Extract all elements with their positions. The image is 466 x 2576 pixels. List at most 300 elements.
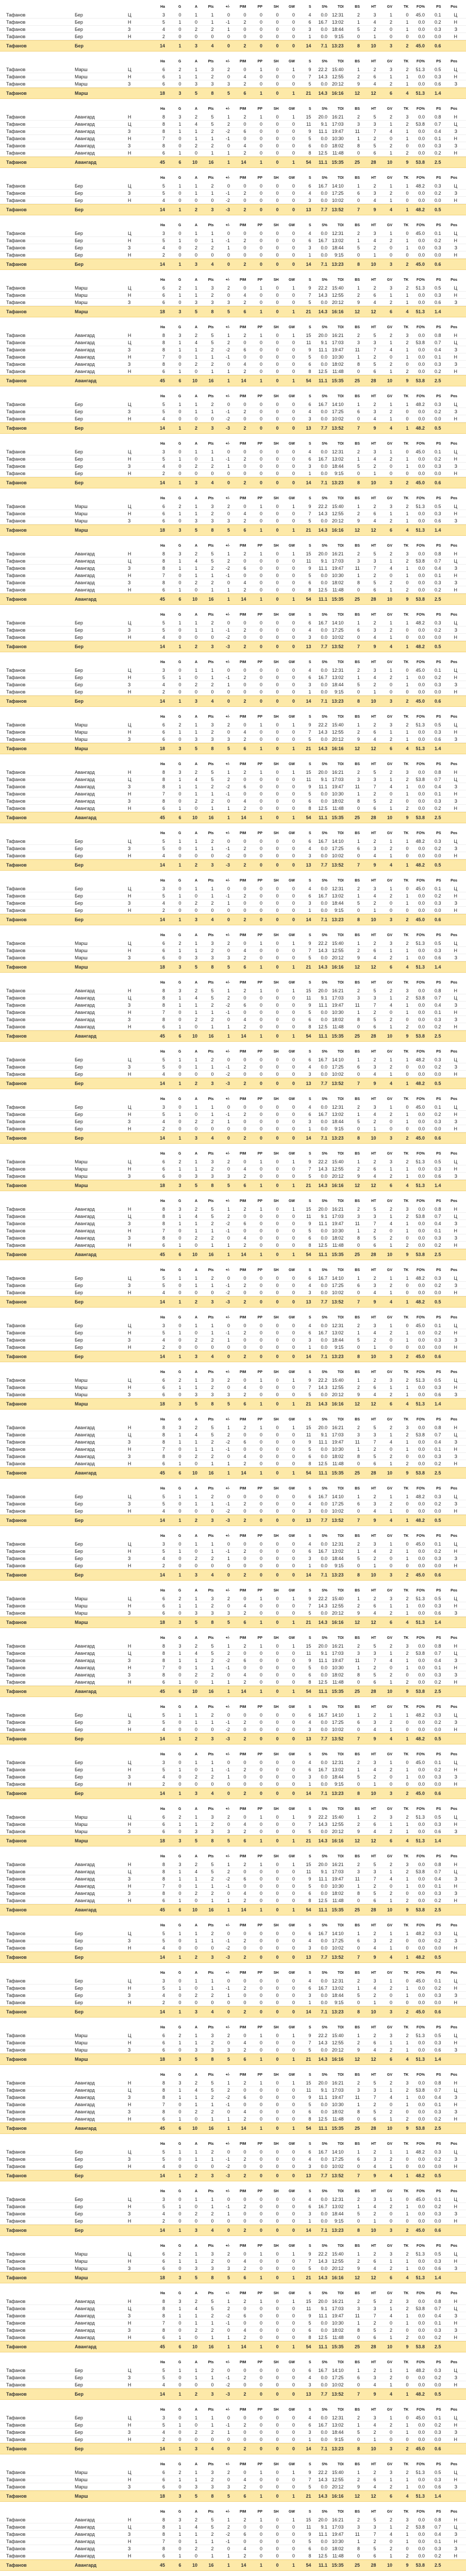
column-header: Pos	[442, 1048, 457, 1056]
stat-cell: 3	[393, 769, 409, 776]
stat-cell: 2	[166, 721, 181, 728]
stat-cell: 4	[296, 1937, 311, 1944]
column-header: Pos	[442, 877, 457, 885]
team-name: Бер	[75, 1111, 124, 1118]
stat-cell: 10:02	[328, 1071, 344, 1078]
player-name: Тафанов	[6, 1377, 68, 1384]
stat-cell: 5	[198, 1861, 214, 1868]
stat-cell: 6	[149, 73, 165, 80]
subtotal-cell: 51.3	[409, 743, 425, 754]
player-row[interactable]	[0, 80, 466, 88]
player-row[interactable]	[0, 128, 466, 135]
stat-cell: 0	[182, 1071, 197, 1078]
player-name: Тафанов	[6, 1242, 68, 1249]
stat-cell: 1	[182, 1056, 197, 1063]
stat-cell: 3	[166, 550, 181, 557]
stat-cell: 0.0	[312, 634, 327, 641]
column-header: GW	[279, 1314, 295, 1322]
player-name: Тафанов	[6, 1766, 68, 1773]
team-name: Бер	[75, 1493, 124, 1500]
stat-cell: 14:10	[328, 1711, 344, 1719]
stat-cell: 0	[231, 688, 246, 696]
stat-cell: 0	[263, 11, 279, 19]
subtotal-cell: 7.7	[312, 205, 327, 215]
team-name: Бер	[75, 688, 124, 696]
stat-cell: 0	[247, 448, 262, 455]
stat-cell: 4	[361, 415, 376, 422]
stat-cell: 2	[361, 721, 376, 728]
stat-cell: 14.3	[312, 292, 327, 299]
stat-cell: 11	[296, 1431, 311, 1438]
column-header: SH	[263, 1587, 279, 1595]
stat-cell: 0.0	[409, 1446, 425, 1453]
stat-cell: 1	[361, 1344, 376, 1351]
column-header: A	[182, 1197, 197, 1206]
stat-cell: 5	[198, 1213, 214, 1220]
column-header: SH	[263, 3, 279, 11]
column-header: +/-	[214, 1197, 230, 1206]
player-row[interactable]	[0, 149, 466, 157]
subtotal-cell: 0.6	[426, 1570, 441, 1580]
subtotal-cell: 14	[296, 914, 311, 925]
stat-cell: 0	[263, 1930, 279, 1937]
stat-cell: 2	[393, 805, 409, 812]
stat-cell: 6	[296, 1890, 311, 1897]
position: Ц	[128, 230, 143, 237]
stat-cell: 2	[393, 586, 409, 594]
stat-cell: 0	[166, 1453, 181, 1460]
position: Ц	[128, 503, 143, 510]
player-row[interactable]	[0, 73, 466, 80]
stat-cell: 6	[296, 1329, 311, 1336]
stat-cell: 1	[166, 1431, 181, 1438]
stat-cell: 3	[361, 1213, 376, 1220]
stat-cell: 5	[149, 190, 165, 197]
player-row[interactable]	[0, 244, 466, 251]
column-header: GW	[279, 979, 295, 987]
stat-cell: 1	[344, 1056, 360, 1063]
stat-cell: 0	[263, 1540, 279, 1548]
stat-cell: 4	[361, 1507, 376, 1515]
stat-cell: Н	[442, 1726, 457, 1733]
team-name: Авангард	[75, 128, 124, 135]
stat-cell: 0	[247, 1650, 262, 1657]
stat-cell: Ц	[442, 1650, 457, 1657]
stat-cell: 0	[263, 572, 279, 579]
stat-cell: 1	[393, 1173, 409, 1180]
position: З	[128, 798, 143, 805]
stat-cell: 0.0	[312, 142, 327, 149]
column-header: HT	[361, 979, 376, 987]
stat-cell: 20.0	[312, 1642, 327, 1650]
column-header: GV	[377, 105, 392, 113]
stat-cell: 0.0	[409, 1173, 425, 1180]
player-row[interactable]	[0, 408, 466, 415]
column-header: PIM	[231, 1368, 246, 1377]
column-header: Ha	[149, 658, 165, 667]
stat-cell: 3	[198, 1391, 214, 1398]
stat-cell: 0.3	[426, 1711, 441, 1719]
stat-cell: 1	[166, 565, 181, 572]
stat-cell: Ц	[442, 619, 457, 626]
player-name: Тафанов	[6, 565, 68, 572]
player-row[interactable]	[0, 66, 466, 73]
stat-cell: 2	[198, 565, 214, 572]
stat-cell: 4	[361, 892, 376, 900]
stat-cell: 1	[166, 776, 181, 783]
column-header: S%	[312, 440, 327, 448]
stat-cell: 0	[231, 470, 246, 477]
subtotal-cell: 0.5	[426, 423, 441, 433]
stat-cell: 0	[247, 1679, 262, 1686]
column-header: Ha	[149, 1703, 165, 1711]
stat-cell: 1	[182, 1493, 197, 1500]
player-row[interactable]	[0, 361, 466, 368]
stat-cell: 3	[198, 1609, 214, 1617]
subtotal-cell: 15:35	[328, 812, 344, 823]
column-header: S	[296, 1805, 311, 1814]
subtotal-cell: 9	[393, 812, 409, 823]
stat-cell: 15	[296, 1861, 311, 1868]
column-header: TK	[393, 105, 409, 113]
player-row[interactable]	[0, 33, 466, 40]
stat-cell: 0.0	[409, 1664, 425, 1671]
subtotal-cell: 0	[247, 860, 262, 870]
subtotal-cell: 13	[296, 205, 311, 215]
subtotal-cell: 16:16	[328, 307, 344, 317]
stat-cell: 2	[231, 1460, 246, 1467]
player-row[interactable]	[0, 353, 466, 361]
player-row[interactable]	[0, 230, 466, 237]
stat-cell: 0	[393, 1234, 409, 1242]
stat-cell: 0	[247, 455, 262, 463]
subtotal-cell: 7	[344, 1078, 360, 1089]
team-name: Бер	[75, 634, 124, 641]
subtotal-cell: 9	[361, 1952, 376, 1962]
player-row[interactable]	[0, 135, 466, 142]
subtotal-cell: 13	[296, 423, 311, 433]
column-header: PIM	[231, 105, 246, 113]
subtotal-cell: 14.3	[312, 1180, 327, 1191]
column-header: Pts	[198, 611, 214, 619]
stat-cell: 3	[361, 1322, 376, 1329]
stat-cell: 6	[296, 1275, 311, 1282]
stat-cell: 0	[231, 1664, 246, 1671]
stat-cell: 3	[214, 1173, 230, 1180]
column-header: S	[296, 1266, 311, 1275]
subtotal-cell: 0	[263, 1515, 279, 1526]
stat-cell: 0	[247, 1555, 262, 1562]
stat-cell: 0.1	[426, 1446, 441, 1453]
stat-cell: 8	[149, 557, 165, 565]
stat-cell: 1	[166, 1821, 181, 1828]
subtotal-cell: 3	[182, 1351, 197, 1362]
stat-cell: 0	[182, 1562, 197, 1569]
column-header: SH	[263, 1197, 279, 1206]
player-name: Тафанов	[6, 550, 68, 557]
player-row[interactable]	[0, 26, 466, 33]
stat-cell: 0.0	[409, 113, 425, 121]
player-row[interactable]	[0, 346, 466, 353]
stat-cell: 4	[149, 415, 165, 422]
team-name: Авангард	[75, 1016, 124, 1023]
stat-cell: 1	[166, 237, 181, 244]
column-header: HT	[361, 877, 376, 885]
stat-cell: 2	[198, 1002, 214, 1009]
subtotal-cell: 6	[166, 1249, 181, 1260]
stat-cell: 0	[247, 1609, 262, 1617]
stat-cell: 12:31	[328, 448, 344, 455]
stat-cell: 0	[263, 251, 279, 259]
stat-cell: 0.0	[409, 149, 425, 157]
column-header: GV	[377, 542, 392, 550]
stat-cell: 6	[149, 292, 165, 299]
column-header: TOI	[328, 1587, 344, 1595]
stat-cell: Ц	[442, 721, 457, 728]
player-row[interactable]	[0, 121, 466, 128]
stat-cell: 1	[377, 1726, 392, 1733]
stat-cell: 1	[182, 1220, 197, 1227]
column-header: PIM	[231, 440, 246, 448]
column-header: FO%	[409, 324, 425, 332]
stat-cell: 0.0	[409, 852, 425, 859]
stat-cell: З	[442, 1391, 457, 1398]
stat-cell: 3	[198, 721, 214, 728]
stat-cell: 5	[149, 892, 165, 900]
stat-cell: 0	[214, 292, 230, 299]
column-header: FO%	[409, 3, 425, 11]
column-header-row	[0, 393, 466, 401]
player-row[interactable]	[0, 251, 466, 259]
stat-cell: 0	[393, 1507, 409, 1515]
stat-cell: 53.8	[409, 1650, 425, 1657]
subtotal-cell: 0	[247, 478, 262, 488]
stat-cell: 1	[182, 1063, 197, 1071]
subtotal-cell: 13	[296, 1297, 311, 1307]
player-row[interactable]	[0, 284, 466, 292]
stat-cell: 0.3	[426, 1384, 441, 1391]
stat-cell: 1	[247, 1642, 262, 1650]
team-name: Бер	[75, 1507, 124, 1515]
stat-cell: 0	[263, 26, 279, 33]
player-row[interactable]	[0, 299, 466, 306]
player-row[interactable]	[0, 292, 466, 299]
subtotal-cell: 0	[263, 478, 279, 488]
column-header: GV	[377, 979, 392, 987]
player-name: Тафанов	[6, 1391, 68, 1398]
position: Ц	[128, 1759, 143, 1766]
stat-cell: 3	[393, 1206, 409, 1213]
stat-cell: 15	[296, 769, 311, 776]
stat-cell: 0	[182, 1242, 197, 1249]
stat-cell: Ц	[442, 1104, 457, 1111]
subtotal-cell: -3	[214, 860, 230, 870]
stat-cell: 3	[296, 415, 311, 422]
stat-cell: 1	[198, 1937, 214, 1944]
stat-cell: 2	[231, 517, 246, 524]
stat-cell: 1	[182, 1540, 197, 1548]
stat-cell: 0.0	[312, 1009, 327, 1016]
stat-cell: 0	[166, 1937, 181, 1944]
stat-cell: 1	[182, 1500, 197, 1507]
column-header: GV	[377, 829, 392, 838]
stat-cell: 5	[361, 1016, 376, 1023]
player-row[interactable]	[0, 190, 466, 197]
stat-cell: 11	[296, 339, 311, 346]
stat-cell: 6	[296, 19, 311, 26]
stat-cell: 0	[247, 1664, 262, 1671]
stat-cell: 2	[231, 1828, 246, 1835]
stat-cell: 0	[279, 1719, 295, 1726]
subtotal-cell: 10	[361, 914, 376, 925]
subtotal-cell: 0	[279, 641, 295, 652]
stat-cell: 1	[393, 1773, 409, 1781]
player-row[interactable]	[0, 19, 466, 26]
stat-cell: 0	[279, 1781, 295, 1788]
column-header: PIM	[231, 877, 246, 885]
player-row[interactable]	[0, 401, 466, 408]
subtotal-cell: 12	[361, 307, 376, 317]
stat-cell: -1	[214, 1664, 230, 1671]
column-header: G	[166, 440, 181, 448]
stat-cell: 2	[393, 776, 409, 783]
stat-cell: 1	[166, 1220, 181, 1227]
stat-cell: 3	[182, 517, 197, 524]
subtotal-cell: 48.2	[409, 1297, 425, 1307]
subtotal-cell: 0	[263, 743, 279, 754]
stat-cell: 11	[344, 1220, 360, 1227]
stat-cell: З	[442, 1555, 457, 1562]
player-row[interactable]	[0, 11, 466, 19]
player-name: Тафанов	[6, 73, 68, 80]
stat-cell: 0	[231, 1125, 246, 1132]
stat-cell: 0.0	[426, 1562, 441, 1569]
column-header: Pos	[442, 1368, 457, 1377]
player-row[interactable]	[0, 142, 466, 149]
column-header: GV	[377, 1197, 392, 1206]
stat-cell: 0.0	[409, 299, 425, 306]
stat-cell: З	[442, 142, 457, 149]
player-name: Тафанов	[6, 230, 68, 237]
stat-cell: 3	[393, 550, 409, 557]
stat-cell: 2	[361, 1930, 376, 1937]
subtotal-name: Тафанов	[6, 594, 68, 604]
subtotal-cell: 2	[231, 423, 246, 433]
player-name: Тафанов	[6, 1679, 68, 1686]
subtotal-name: Тафанов	[6, 962, 68, 972]
stat-cell: 8	[344, 798, 360, 805]
position: Н	[128, 1460, 143, 1467]
stat-cell: 5	[149, 1548, 165, 1555]
stat-cell: 6	[296, 1056, 311, 1063]
stat-cell: 5	[149, 1282, 165, 1289]
stat-cell: 1	[198, 1719, 214, 1726]
subtotal-cell: 1	[166, 914, 181, 925]
column-header: BS	[344, 1266, 360, 1275]
stat-cell: 0.0	[312, 1500, 327, 1507]
stat-cell: 2	[361, 681, 376, 688]
team-name: Бер	[75, 190, 124, 197]
stat-cell: 0.0	[426, 251, 441, 259]
column-header: G	[166, 611, 181, 619]
stat-cell: 13:02	[328, 674, 344, 681]
position: Н	[128, 987, 143, 994]
stat-cell: 0	[263, 448, 279, 455]
stat-cell: 6	[149, 1158, 165, 1165]
stat-cell: 0	[247, 1063, 262, 1071]
subtotal-cell: 9	[393, 376, 409, 386]
column-header: TK	[393, 495, 409, 503]
subtotal-cell: 12	[361, 743, 376, 754]
stat-cell: 2	[231, 1391, 246, 1398]
column-header: SH	[263, 1751, 279, 1759]
position: Н	[128, 1111, 143, 1118]
stat-cell: 0	[247, 1657, 262, 1664]
team-name: Авангард	[75, 1460, 124, 1467]
column-header: FO%	[409, 1922, 425, 1930]
stat-cell: 0	[182, 415, 197, 422]
stat-cell: 0.0	[312, 299, 327, 306]
player-row[interactable]	[0, 368, 466, 375]
stat-cell: 7	[296, 292, 311, 299]
subtotal-cell: 7	[344, 423, 360, 433]
position: Н	[128, 1424, 143, 1431]
stat-cell: 0	[182, 1766, 197, 1773]
stat-cell: 0	[263, 1460, 279, 1467]
column-header: A	[182, 1266, 197, 1275]
player-row[interactable]	[0, 237, 466, 244]
stat-cell: 2	[166, 1814, 181, 1821]
stat-cell: 9	[296, 1438, 311, 1446]
stat-cell: 11.1	[312, 783, 327, 790]
subtotal-cell: 4	[377, 1734, 392, 1744]
player-row[interactable]	[0, 415, 466, 422]
column-header: G	[166, 324, 181, 332]
stat-cell: 0	[263, 292, 279, 299]
stat-cell: 1	[377, 149, 392, 157]
player-row[interactable]	[0, 197, 466, 204]
column-header: Ha	[149, 877, 165, 885]
stat-cell: 51.3	[409, 1377, 425, 1384]
stat-cell: -1	[214, 353, 230, 361]
stat-cell: Н	[442, 769, 457, 776]
stat-cell: 9	[344, 954, 360, 961]
subtotal-cell: 8	[198, 525, 214, 535]
stat-cell: 1	[344, 838, 360, 845]
player-row[interactable]	[0, 339, 466, 346]
subtotal-cell: 6	[377, 88, 392, 98]
stat-cell: 0	[182, 852, 197, 859]
player-row[interactable]	[0, 113, 466, 121]
player-name: Тафанов	[6, 26, 68, 33]
stat-cell: 51.3	[409, 940, 425, 947]
column-header: G	[166, 658, 181, 667]
stat-cell: 0	[166, 1173, 181, 1180]
column-header-row	[0, 3, 466, 11]
subtotal-cell: 0	[214, 41, 230, 51]
player-row[interactable]	[0, 332, 466, 339]
stat-cell: 1	[166, 128, 181, 135]
subtotal-cell: 14	[149, 1133, 165, 1143]
player-row[interactable]	[0, 182, 466, 190]
stat-cell: 0	[247, 783, 262, 790]
stat-cell: 0	[279, 1242, 295, 1249]
stat-cell: 3	[361, 557, 376, 565]
team-name: Марш	[75, 1165, 124, 1173]
stat-cell: 8	[344, 1671, 360, 1679]
subtotal-cell: 6	[377, 1399, 392, 1409]
stat-cell: 0	[263, 1431, 279, 1438]
